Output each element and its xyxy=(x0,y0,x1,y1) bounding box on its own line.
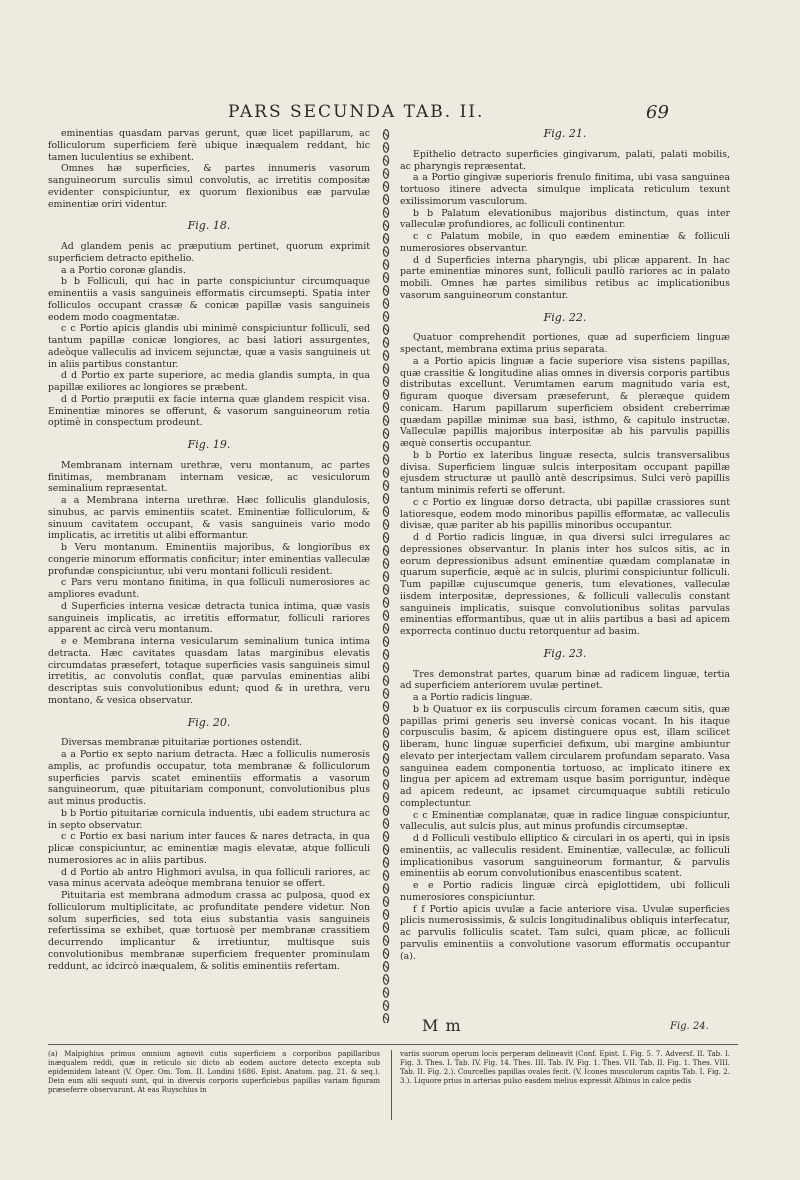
paragraph: c c Portio apicis glandis ubi minimè conspiciuntur folliculi, sed tantum papillæ conicæ longiores, ac basi latiori assurgentes, adeòque valleculis ad invicem sejunctæ, quæ a vasis sanguineis ut in aliis partibus constantur. xyxy=(48,323,370,370)
page-header xyxy=(0,102,800,126)
paragraph: b b Folliculi, qui hac in parte conspiciuntur circumquaque eminentiis a vasis sanguineis efformatis circumsepti. Spatia inter folliculos occupant crassæ & conicæ papillæ vasis sanguineis eodem modo coagmentatæ. xyxy=(48,276,370,323)
paragraph: d d Folliculi vestibulo elliptico & circulari in os aperti, qui in ipsis eminentiis, ac valleculis resident. Eminentiæ, valleculæ, ac folliculi implicationibus vasorum sanguineorum formantur, & parvulis eminentiis ab eorum convolutionibus enascentibus scatent. xyxy=(400,833,730,880)
footnote-text: (a) Malpighius primus omnium agnovit cutis superficiem a corporibus papillaribus inæqualem reddi, quæ in reticulo sic dicto ab eodem auctore detecto excepta sub epidemidem lateant (V. Oper. Om. Tom. II. Londini 1686. Epist. Anatom. pag. 21. & seq.). Dein eum alii sequuti sunt, qui in diversis corporis superficiebus papillas variam figuram præseferre observarunt. At eas Ruyschius in xyxy=(48,1050,380,1094)
paragraph: b b Portio ex lateribus linguæ resecta, sulcis transversalibus divisa. Superficiem linguæ sulcis interpositam occupant papillæ ejusdem structuræ ut paullò antè descripsimus. Sulci verò papillis tantum minimis referti se offerunt. xyxy=(400,449,730,496)
paragraph: f f Portio apicis uvulæ a facie anteriore visa. Uvulæ superficies plicis numerosissimis, & sulcis longitudinalibus obliquis interfecatur, ac parvulis folliculis scatet. Tam sulci, quam plicæ, ac folliculi parvulis eminentiis a convolutione vasorum efformatis occupantur (a). xyxy=(400,903,730,962)
paragraph: b b Quatuor ex iis corpusculis circum foramen cæcum sitis, quæ papillas primi generis seu inversè conicas vocant. In his itaque corpusculis basim, & apicem distinguere opus est, illam scilicet liberam, hunc linguæ superficiei defixum, ubi margine ambiuntur elevato per interjectam vallem circularem profundam separato. Vasa sanguinea eadem componentia tortuoso, ac implicato itinere ex lingua per apicem ad extremam usque basim porriguntur, indèque ad apicem redeunt, ac ipsamet circumquaque subtili reticulo complectuntur. xyxy=(400,703,730,809)
page-number: 69 xyxy=(646,102,669,123)
paragraph: d Superficies interna vesicæ detracta tunica intima, quæ vasis sanguineis implicatis, ac irretitis efformatur, folliculi rariores apparent ac circà veru montanum. xyxy=(48,600,370,636)
paragraph: e e Portio radicis linguæ circà epiglottidem, ubi folliculi numerosiores conspiciuntur. xyxy=(400,880,730,903)
paragraph: c c Portio ex linguæ dorso detracta, ubi papillæ crassiores sunt latioresque, eodem modo minoribus papillis efformatæ, ac valleculis divisæ, quæ pariter ab his papillis minoribus occupantur. xyxy=(400,496,730,532)
figure-heading: Fig. 19. xyxy=(187,438,231,451)
paragraph: a a Portio ex septo narium detracta. Hæc a folliculis numerosis amplis, ac profundis occupatur, tota membranæ & folliculorum superficies parvis scatet eminentiis efformatis a vasorum sanguineorum, quæ pituitariam componunt, convolutionibus plus aut minus productis. xyxy=(48,749,370,807)
paragraph: c Pars veru montano finitima, in qua folliculi numerosiores ac ampliores evadunt. xyxy=(48,577,370,600)
paragraph: Diversas membranæ pituitariæ portiones ostendit. xyxy=(61,737,303,749)
figure-heading: Fig. 22. xyxy=(543,310,587,324)
signature-mark: M m xyxy=(422,1016,462,1035)
paragraph: Tres demonstrat partes, quarum binæ ad radicem linguæ, tertia ad superficiem anteriorem uvulæ pertinet. xyxy=(400,668,730,692)
paragraph: a a Portio gingivæ superioris frenulo finitima, ubi vasa sanguinea tortuoso itinere advecta simulque implicata reticulum texunt exilissimorum vasculorum. xyxy=(400,172,730,207)
paragraph: a a Portio radicis linguæ. xyxy=(413,692,533,703)
paragraph: a a Portio coronæ glandis. xyxy=(61,264,186,276)
running-title: PARS SECUNDA TAB. II. xyxy=(228,102,485,122)
paragraph: b b Palatum elevationibus majoribus distinctum, quas inter valleculæ profundiores, ac folliculi continentur. xyxy=(400,207,730,231)
paragraph: b Veru montanum. Eminentiis majoribus, & longioribus ex congerie minorum efformatis conficitur; inter eminentias valleculæ profundæ conspiciuntur, ubi veru montani folliculi resident. xyxy=(48,542,370,577)
paragraph: e e Membrana interna vesicularum seminalium tunica intima detracta. Hæc cavitates quasdam latas marginibus elevatis circumdatas præsefert, totaque superficies vasis sanguineis simul irretitis, ac convolutis conflat, quæ parvulas eminentias alibi descriptas suis convolutionibus edunt; quod & in urethra, veru montano, & vesica observatur. xyxy=(48,636,370,706)
paragraph: Ad glandem penis ac præputium pertinet, quorum exprimit superficiem detracto epithelio. xyxy=(48,241,370,264)
paragraph: Epithelio detracto superficies gingivarum, palati, palati mobilis, ac pharyngis repræsentat. xyxy=(400,148,730,172)
catchword: Fig. 24. xyxy=(670,1021,709,1032)
figure-heading: Fig. 20. xyxy=(187,715,231,729)
paragraph: Membranam internam urethræ, veru montanum, ac partes finitimas, membranam internam vesicæ, ac vesiculorum seminalium repræsentat. xyxy=(48,459,370,495)
paragraph: eminentias quasdam parvas gerunt, quæ licet papillarum, ac folliculorum superficiem ferè ubique inæqualem reddant, hic tamen luculentius se exhibent. xyxy=(48,128,370,163)
decorative-column-divider xyxy=(381,128,391,1023)
right-text-column xyxy=(400,128,730,1026)
left-text-column xyxy=(48,128,370,1026)
paragraph: d d Portio ex parte superiore, ac media glandis sumpta, in qua papillæ exiliores ac longiores se præbent. xyxy=(48,370,370,393)
paragraph: d d Portio ab antro Highmori avulsa, in qua folliculi rariores, ac vasa minus acervata adeòque membrana tenuior se offert. xyxy=(48,866,370,890)
paragraph: d d Portio radicis linguæ, in qua diversi sulci irregulares ac depressiones observantur. In planis inter hos sulcos sitis, ac in eorum depressionibus adsunt eminentiæ quædam complanatæ in quarum superficie, æquè ac in sulcis, plurimi conspiciuntur folliculi. Tum papillæ cujuscumque generis, tum elevationes, valleculæ iisdem interpositæ, depressiones, & folliculi valleculis constant sanguineis implicatis, suisque convolutionibus solitas parvulas eminentias efformantibus, quæ ut in aliis partibus a basi ad apicem exporrecta continuo ductu retorquentur ad basim. xyxy=(400,532,730,637)
footnote-divider xyxy=(391,1050,392,1120)
paragraph: a a Membrana interna urethræ. Hæc folliculis glandulosis, sinubus, ac parvis eminentiis scatet. Eminentiæ folliculorum, & sinuum cavitatem occupant, & vasis sanguineis vario modo implicatis, ac irretitis ut alibi efformantur. xyxy=(48,495,370,542)
paragraph: Pituitaria est membrana admodum crassa ac pulposa, quod ex folliculorum multiplicitate, ac profunditate pendere videtur. Non solum superficies, sed tota eius substantia vasis sanguineis refertissima se exhibet, quæ tortuosè per membranæ crassitiem decurrendo implicantur & irretiuntur, multisque suis convolutionibus membranæ superficiem frequenter prominulam reddunt, ac idcircò inæqualem, & solitis eminentiis refertam. xyxy=(48,890,370,972)
paragraph: c c Palatum mobile, in quo eædem eminentiæ & folliculi numerosiores observantur. xyxy=(400,231,730,254)
footnote-left xyxy=(48,1050,380,1095)
paragraph: b b Portio pituitariæ cornicula induentis, ubi eadem structura ac in septo observatur. xyxy=(48,807,370,831)
figure-heading: Fig. 21. xyxy=(543,128,587,140)
paragraph: d d Superficies interna pharyngis, ubi plicæ apparent. In hac parte eminentiæ minores sunt, folliculi paullò rariores ac in palato mobili. Omnes hæ partes similibus retibus ac implicationibus vasorum sanguineorum constantur. xyxy=(400,254,730,301)
paragraph: c c Portio ex basi narium inter fauces & nares detracta, in qua plicæ conspiciuntur, ac eminentiæ magis elevatæ, atque folliculi numerosiores ac in aliis partibus. xyxy=(48,831,370,866)
footnote-text: variis suorum operum locis perperam delineavit (Conf. Epist. I. Fig. 5. 7. Adversf. II. Tab. I. Fig. 3. Thes. I. Tab. IV. Fig. 14. Thes. III. Tab. IV. Fig. 1. Thes. VII. Tab. II. Fig. 1. Thes. VIII. Tab. II. Fig. 2.). Courcelles papillas ovales fecit. (V. Icones musculorum capitis Tab. I. Fig. 2. 3.). Liquore prius in arterias pulso easdem melius expressit Albinus in calce pedis xyxy=(400,1050,730,1085)
paragraph: Omnes hæ superficies, & partes innumeris vasorum sanguineorum surculis simul convolutis, ac irretitis compositæ evidenter conspiciuntur, ex quorum flexionibus eæ parvulæ eminentiæ oriri videntur. xyxy=(48,163,370,210)
figure-heading: Fig. 18. xyxy=(187,219,231,233)
paragraph: c c Eminentiæ complanatæ, quæ in radice linguæ conspiciuntur, valleculis, aut sulcis plus, aut minus profundis circumseptæ. xyxy=(400,809,730,833)
footnote-right xyxy=(400,1050,730,1086)
paragraph: Quatuor comprehendit portiones, quæ ad superficiem linguæ spectant, membrana extima prius separata. xyxy=(400,332,730,355)
paragraph: a a Portio apicis linguæ a facie superiore visa sistens papillas, quæ crassitie & longitudine alias omnes in diversis corporis partibus distributas excellunt. Verumtamen earum magnitudo varia est, figuram quoque diversam præseferunt, & pleræque quidem conicam. Harum papillarum superficiem obsident creberrimæ quædam papillæ minimæ sua basi, isthmo, & capitulo instructæ. Valleculæ papillis majoribus interpositæ ab his parvulis papillis æquè consertis occupantur. xyxy=(400,355,730,449)
footnote-rule xyxy=(48,1044,738,1045)
paragraph: d d Portio præputii ex facie interna quæ glandem respicit visa. Eminentiæ minores se offerunt, & vasorum sanguineorum retia optimè in conspectum prodeunt. xyxy=(48,393,370,429)
figure-heading: Fig. 23. xyxy=(543,646,587,660)
